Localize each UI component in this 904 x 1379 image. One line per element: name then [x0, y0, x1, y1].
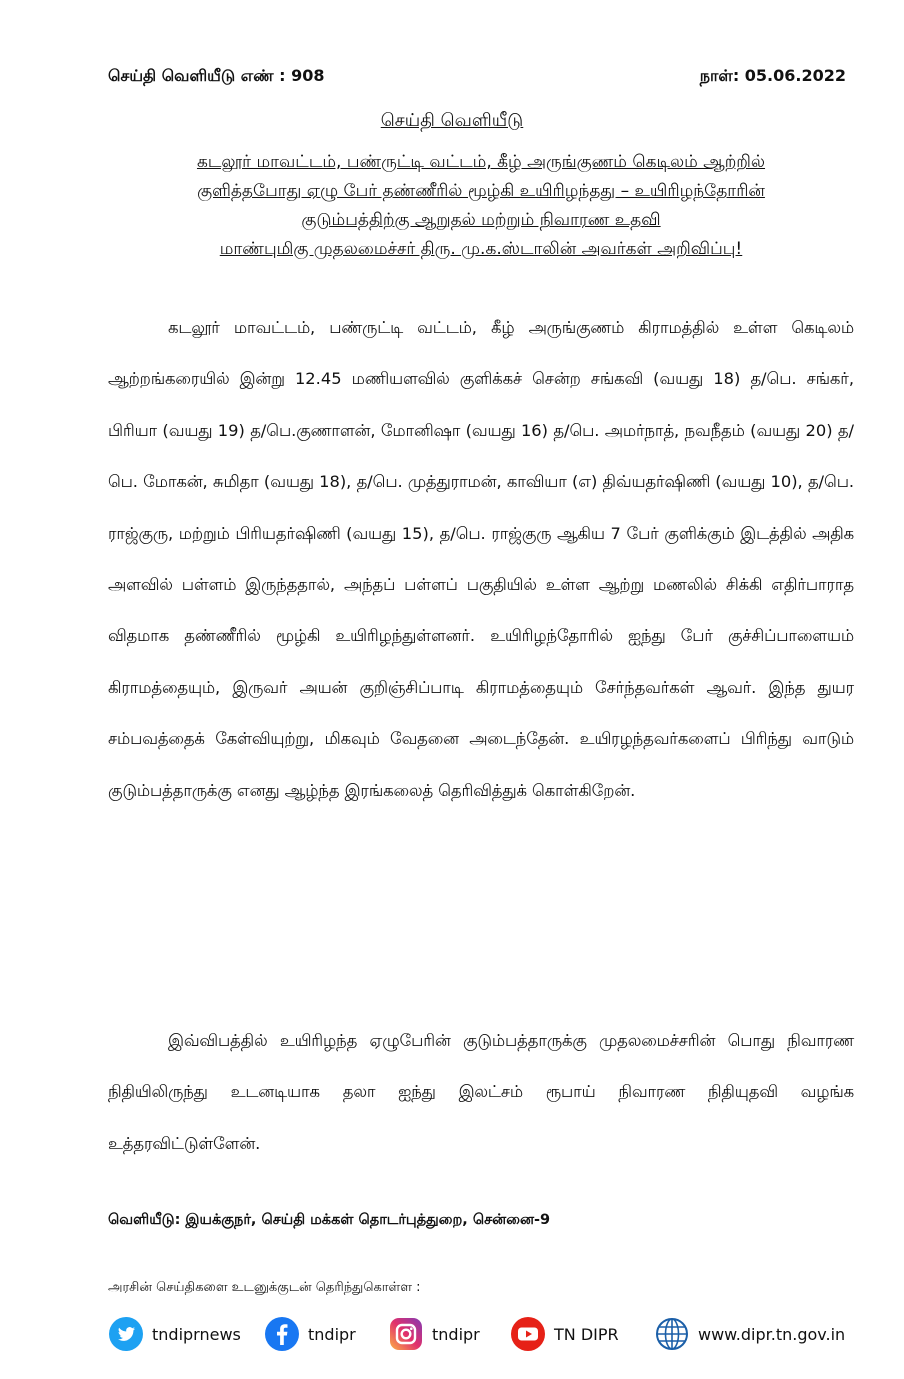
headline-line: கடலூர் மாவட்டம், பண்ருட்டி வட்டம், கீழ் அருங்குணம் கெடிலம் ஆற்றில்: [196, 152, 766, 172]
issued-by: வெளியீடு: இயக்குநர், செய்தி மக்கள் தொடர்புத்துறை, சென்னை-9: [108, 1212, 551, 1228]
document-title: செய்தி வெளியீடு: [380, 110, 524, 131]
follow-text: அரசின் செய்திகளை உடனுக்குடன் தெரிந்துகொள்ள :: [108, 1280, 421, 1295]
social-twitter[interactable]: [108, 1312, 241, 1356]
instagram-handle: tndipr: [432, 1324, 480, 1344]
facebook-handle: tndipr: [308, 1324, 356, 1344]
youtube-icon: [510, 1316, 546, 1352]
twitter-handle: tndiprnews: [152, 1324, 241, 1344]
release-number: செய்தி வெளியீடு எண் : 908: [108, 66, 325, 85]
headline-line: மாண்புமிகு முதலமைச்சர் திரு. மு.க.ஸ்டாலின் அவர்கள் அறிவிப்பு!: [219, 239, 743, 259]
twitter-icon: [108, 1316, 144, 1352]
globe-icon: [654, 1316, 690, 1352]
social-links: [108, 1312, 868, 1356]
release-date: நாள்: 05.06.2022: [699, 66, 846, 85]
instagram-icon: [388, 1316, 424, 1352]
social-facebook[interactable]: [264, 1312, 356, 1356]
headline-line: குளித்தபோது ஏழு பேர் தண்ணீரில் மூழ்கி உயிரிழந்தது – உயிரிழந்தோரின்: [197, 181, 765, 201]
youtube-handle: TN DIPR: [554, 1324, 619, 1344]
website-url: www.dipr.tn.gov.in: [698, 1324, 846, 1344]
social-instagram[interactable]: [388, 1312, 480, 1356]
facebook-icon: [264, 1316, 300, 1352]
social-youtube[interactable]: [510, 1312, 619, 1356]
headline: [108, 148, 854, 264]
headline-line: குடும்பத்திற்கு ஆறுதல் மற்றும் நிவாரண உதவி: [301, 210, 661, 230]
body-paragraph-1: கடலூர் மாவட்டம், பண்ருட்டி வட்டம், கீழ் அருங்குணம் கிராமத்தில் உள்ள கெடிலம் ஆற்றங்கரையில் இன்று 12.45 மணியளவில் குளிக்கச் சென்ற சங்கவி (வயது 18) த/பெ. சங்கர், பிரியா (வயது 19) த/பெ.குணாளன், மோனிஷா (வயது 16) த/பெ. அமர்நாத், நவநீதம் (வயது 20) த/பெ. மோகன், சுமிதா (வயது 18), த/பெ. முத்துராமன், காவியா (எ) திவ்யதர்ஷிணி (வயது 10), த/பெ. ராஜ்குரு, மற்றும் பிரியதர்ஷிணி (வயது 15), த/பெ. ராஜ்குரு ஆகிய 7 பேர் குளிக்கும் இடத்தில் அதிக அளவில் பள்ளம் இருந்ததால், அந்தப் பள்ளப் பகுதியில் உள்ள ஆற்று மணலில் சிக்கி எதிர்பாராத விதமாக தண்ணீரில் மூழ்கி உயிரிழந்துள்ளனர். உயிரிழந்தோரில் ஐந்து பேர் குச்சிப்பாளையம் கிராமத்தையும், இருவர் அயன் குறிஞ்சிப்பாடி கிராமத்தையும் சேர்ந்தவர்கள் ஆவர். இந்த துயர சம்பவத்தைக் கேள்வியுற்று, மிகவும் வேதனை அடைந்தேன். உயிரழந்தவர்களைப் பிரிந்து வாடும் குடும்பத்தாருக்கு எனது ஆழ்ந்த இரங்கலைத் தெரிவித்துக் கொள்கிறேன்.: [108, 318, 854, 800]
social-website[interactable]: [654, 1312, 845, 1356]
body-paragraph-2: இவ்விபத்தில் உயிரிழந்த ஏழுபேரின் குடும்பத்தாருக்கு முதலமைச்சரின் பொது நிவாரண நிதியிலிருந்து உடனடியாக தலா ஐந்து இலட்சம் ரூபாய் நிவாரண நிதியுதவி வழங்க உத்தரவிட்டுள்ளேன்.: [108, 1031, 854, 1153]
